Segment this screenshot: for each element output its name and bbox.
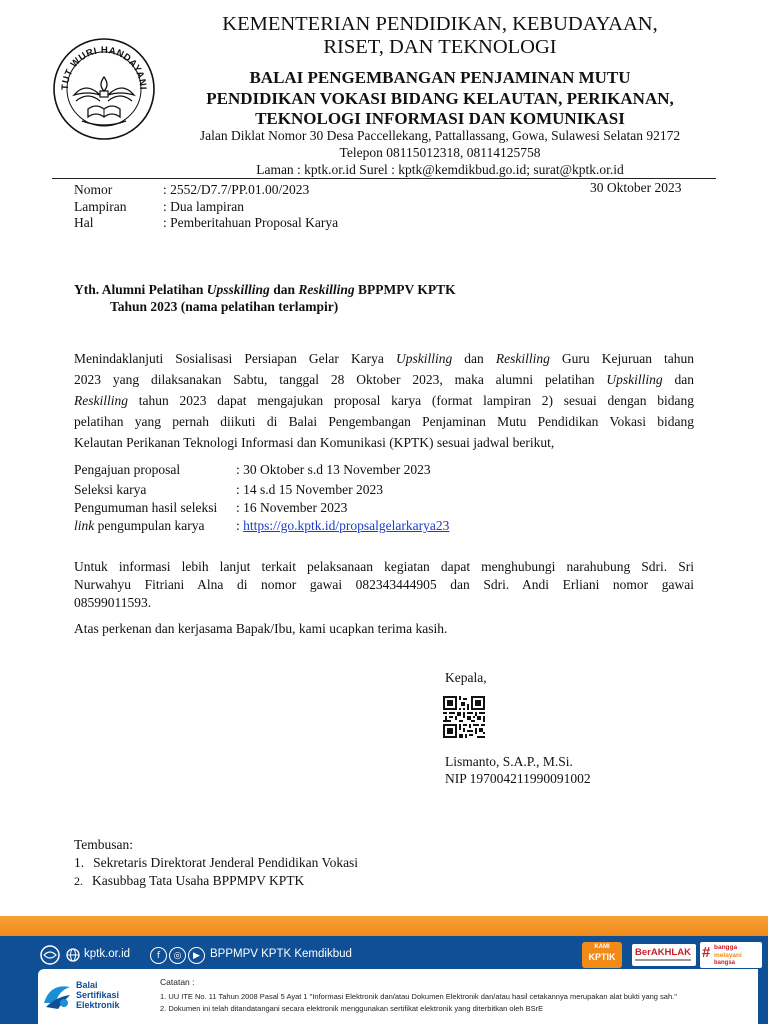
footer-note-2: 2. Dokumen ini telah ditandatangani secara elektronik menggunakan sertifikat elektronik yang diterbitkan oleh BSrE: [160, 1004, 544, 1013]
lampiran-value: : Dua lampiran: [163, 199, 244, 214]
website-globe-icon: [66, 948, 80, 962]
submission-link[interactable]: https://go.kptk.id/propsalgelarkarya23: [243, 518, 450, 533]
youtube-icon[interactable]: ▶: [188, 947, 205, 964]
signatory-nip: NIP 197004211990091002: [445, 771, 591, 786]
closing-sentence: Atas perkenan dan kerjasama Bapak/Ibu, kami ucapkan terima kasih.: [74, 621, 448, 636]
berakhlak-badge: BerAKHLAK: [632, 944, 696, 966]
letter-date: 30 Oktober 2023: [590, 180, 682, 195]
schedule-value-link: : https://go.kptk.id/propsalgelarkarya23: [236, 518, 450, 533]
schedule-label-submission: Pengajuan proposal: [74, 462, 181, 477]
footer-note-1: 1. UU ITE No. 11 Tahun 2008 Pasal 5 Ayat 1 "Informasi Elektronik dan/atau Dokumen Elektronik dan/atau hasil cetakannya merupakan alat bukti yang sah.": [160, 992, 677, 1001]
org-title-line3: TEKNOLOGI INFORMASI DAN KOMUNIKASI: [255, 109, 625, 128]
instagram-icon[interactable]: ◎: [169, 947, 186, 964]
footer-notes-title: Catatan :: [160, 977, 195, 987]
schedule-label-selection: Seleksi karya: [74, 482, 147, 497]
bsre-logo-icon: [40, 981, 74, 1011]
org-phone: Telepon 08115012318, 08114125758: [339, 145, 541, 160]
org-title-line2: PENDIDIKAN VOKASI BIDANG KELAUTAN, PERIKANAN,: [206, 89, 674, 108]
qr-code-icon: [443, 696, 485, 738]
cc-title: Tembusan:: [74, 837, 134, 852]
schedule-value-selection: : 14 s.d 15 November 2023: [236, 482, 383, 497]
footer-orange-band: [0, 916, 768, 936]
schedule-label-link: link pengumpulan karya: [74, 518, 205, 533]
ministry-title-line1: KEMENTERIAN PENDIDIKAN, KEBUDAYAAN,: [222, 13, 658, 35]
footer-social-handle: BPPMPV KPTK Kemdikbud: [210, 948, 352, 960]
nomor-label: Nomor: [74, 182, 113, 197]
nomor-value: : 2552/D7.7/PP.01.00/2023: [163, 182, 310, 197]
kami-kptik-badge: KAMI KPTIK: [582, 942, 622, 968]
schedule-value-announcement: : 16 November 2023: [236, 500, 348, 515]
org-title-line1: BALAI PENGEMBANGAN PENJAMINAN MUTU: [249, 68, 631, 87]
schedule-value-submission: : 30 Oktober s.d 13 November 2023: [236, 462, 431, 477]
recipient-line2: Tahun 2023 (nama pelatihan terlampir): [110, 299, 339, 314]
org-web-email: Laman : kptk.or.id Surel : kptk@kemdikbud.go.id; surat@kptk.or.id: [256, 162, 624, 177]
cc-item: 2. Kasubbag Tata Usaha BPPMPV KPTK: [74, 873, 305, 888]
recipient-line1: Yth. Alumni Pelatihan Upsskilling dan Reskilling BPPMPV KPTK: [74, 282, 456, 297]
bsre-line2: Sertifikasi: [76, 990, 120, 1000]
svg-text:TUT WURI HANDAYANI: TUT WURI HANDAYANI: [59, 44, 149, 91]
footer-site[interactable]: kptk.or.id: [84, 948, 131, 960]
bsre-line3: Elektronik: [76, 1000, 120, 1010]
kemdikbud-globe-icon: [40, 945, 60, 965]
ministry-title-line2: RISET, DAN TEKNOLOGI: [323, 36, 557, 58]
hal-value: : Pemberitahuan Proposal Karya: [163, 215, 339, 230]
lampiran-label: Lampiran: [74, 199, 127, 214]
cc-item: 1. Sekretaris Direktorat Jenderal Pendidikan Vokasi: [74, 855, 359, 870]
org-address: Jalan Diklat Nomor 30 Desa Paccellekang, Pattallassang, Gowa, Sulawesi Selatan 92172: [199, 128, 681, 143]
bsre-line1: Balai: [76, 980, 98, 990]
bangga-melayani-badge: # bangga melayani bangsa: [700, 942, 762, 968]
facebook-icon[interactable]: f: [150, 947, 167, 964]
signature-title: Kepala,: [445, 670, 487, 685]
signatory-name: Lismanto, S.A.P., M.Si.: [445, 754, 573, 769]
intro-paragraph: Menindaklanjuti Sosialisasi Persiapan Gelar Karya Upskilling dan Reskilling Guru Kejuruan tahun 2023 yang dilaksanakan Sabtu, tanggal 28 Oktober 2023, maka alumni pelatihan Upskilling dan Reskilling tahun 2023 dapat mengajukan proposal karya (format lampiran 2) sesuai dengan bidang pelatihan yang pernah diikuti di Balai Pengembangan Penjaminan Mutu Pendidikan Vokasi bidang Kelautan Perikanan Teknologi Informasi dan Komunikasi (KPTK) sesuai jadwal berikut,: [74, 351, 695, 450]
schedule-label-announcement: Pengumuman hasil seleksi: [74, 500, 218, 515]
contact-paragraph: Untuk informasi lebih lanjut terkait pelaksanaan kegiatan dapat menghubungi narahubung Sdri. Sri Nurwahyu Fitriani Alna di nomor gawai 082343444905 dan Sdri. Andi Erliani nomor gawai 08599011593.: [74, 559, 694, 610]
hal-label: Hal: [74, 215, 94, 230]
